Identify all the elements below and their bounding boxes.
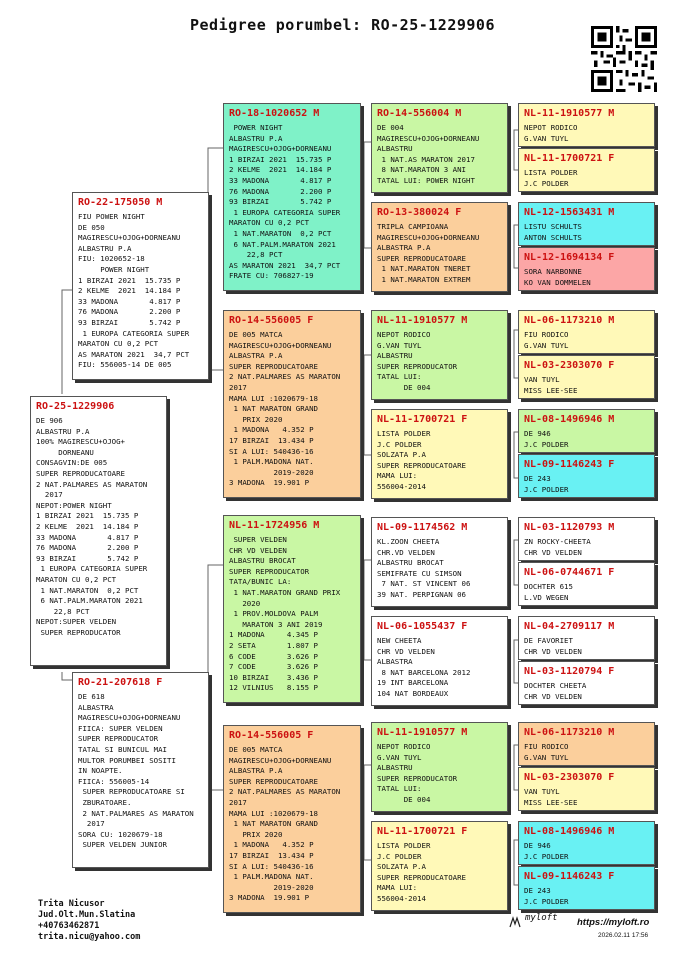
pigeon-details: DE 946 J.C POLDER bbox=[524, 429, 569, 449]
pigeon-details: SORA NARBONNE KO VAN DOMMELEN bbox=[524, 267, 591, 287]
pigeon-details: FIU POWER NIGHT DE 050 MAGIRESCU+OJOG+DORNEANU ALBASTRU P.A FIU: 1020652-18 POWER NIGHT 1 BIRZAI 2021 15.735 P 2 KELME 2021 14.184 P 33 MADONA 4.817 P 76 MADONA 2.200 P 93 BIRZAI 5.742 P 1 EUROPA CATEGORIA SUPER MARATON CU 0,2 PCT AS MARATON 2021 34,7 PCT FIU: 556005-14 DE 005 bbox=[78, 212, 190, 370]
pigeon-details: POWER NIGHT ALBASTRU P.A MAGIRESCU+OJOG+DORNEANU 1 BIRZAI 2021 15.735 P 2 KELME 2021 14.184 P 33 MADONA 4.817 P 76 MADONA 2.200 P 93 BIRZAI 5.742 P 1 EUROPA CATEGORIA SUPER MARATON CU 0,2 PCT 1 NAT.MARATON 0,2 PCT 6 NAT.PALM.MARATON 2021 22,8 PCT AS MARATON 2021 34,7 PCT FRATE CU: 706827-19 bbox=[229, 123, 341, 281]
pedigree-card[interactable] bbox=[518, 355, 655, 399]
pigeon-details: DE 946 J.C POLDER bbox=[524, 841, 569, 861]
ring-number: RO-13-380024 F bbox=[377, 207, 462, 218]
pedigree-card[interactable] bbox=[223, 725, 361, 913]
pigeon-details: DE 618 ALBASTRA MAGIRESCU+OJOG+DORNEANU FIICA: SUPER VELDEN SUPER REPRODUCATOR TATAL SI BUNICUL MAI MULTOR PORUMBEI SOSITI IN NOAPTE. FIICA: 556005-14 SUPER REPRODUCATOARE SI ZBURATOARE. 2 NAT.PALMARES AS MARATON 2017 SORA CU: 1020679-18 SUPER VELDEN JUNIOR bbox=[78, 692, 194, 850]
pigeon-details: NEPOT RODICO G.VAN TUYL bbox=[524, 123, 578, 143]
page-title: Pedigree porumbel: RO-25-1229906 bbox=[190, 16, 495, 34]
ring-number: RO-14-556005 F bbox=[229, 730, 314, 741]
ring-number: RO-21-207618 F bbox=[78, 677, 163, 688]
myloft-logo-icon bbox=[508, 915, 522, 929]
pigeon-details: LISTA POLDER J.C POLDER bbox=[524, 168, 578, 188]
ring-number: NL-06-0744671 F bbox=[524, 567, 615, 578]
pigeon-details: TRIPLA CAMPIOANA MAGIRESCU+OJOG+DORNEANU ALBASTRA P.A SUPER REPRODUCATOARE 1 NAT.MARATON TNERET 1 NAT.MARATON EXTREM bbox=[377, 222, 480, 284]
ring-number: NL-08-1496946 M bbox=[524, 414, 615, 425]
ring-number: NL-06-1055437 F bbox=[377, 621, 468, 632]
pedigree-card[interactable] bbox=[518, 454, 655, 498]
ring-number: RO-22-175050 M bbox=[78, 197, 163, 208]
ring-number: RO-25-1229906 bbox=[36, 401, 115, 412]
pigeon-details: DE 005 MATCA MAGIRESCU+OJOG+DORNEANU ALBASTRA P.A SUPER REPRODUCATOARE 2 NAT.PALMARES AS MARATON 2017 MAMA LUI :1020679-18 1 NAT MARATON GRAND PRIX 2020 1 MADONA 4.352 P 17 BIRZAI 13.434 P SI A LUI: 540436-16 1 PALM.MADONA NAT. 2019-2020 3 MADONA 19.901 P bbox=[229, 330, 341, 488]
ring-number: NL-06-1173210 M bbox=[524, 727, 615, 738]
pedigree-card[interactable] bbox=[223, 310, 361, 498]
owner-name: Trita Nicusor bbox=[38, 899, 105, 909]
pigeon-details: DE 243 J.C POLDER bbox=[524, 474, 569, 494]
pigeon-details: FIU RODICO G.VAN TUYL bbox=[524, 742, 569, 762]
pedigree-card[interactable] bbox=[518, 517, 655, 561]
pedigree-card[interactable] bbox=[518, 409, 655, 453]
ring-number: NL-09-1146243 F bbox=[524, 871, 615, 882]
pigeon-details: DE 243 J.C POLDER bbox=[524, 886, 569, 906]
pigeon-details: KL.ZOON CHEETA CHR.VD VELDEN ALBASTRU BROCAT SEMIFRATE CU SIMSON 7 NAT. ST VINCENT 06 39 NAT. PERPIGNAN 06 bbox=[377, 537, 471, 599]
pedigree-card[interactable] bbox=[518, 722, 655, 766]
ring-number: NL-11-1700721 F bbox=[377, 414, 468, 425]
pedigree-card[interactable] bbox=[30, 396, 167, 666]
pedigree-card[interactable] bbox=[518, 866, 655, 910]
pedigree-card[interactable] bbox=[72, 192, 209, 380]
pedigree-card[interactable] bbox=[518, 148, 655, 192]
owner-location: Jud.Olt.Mun.Slatina bbox=[38, 910, 136, 920]
ring-number: NL-09-1174562 M bbox=[377, 522, 468, 533]
ring-number: NL-03-1120793 M bbox=[524, 522, 615, 533]
pigeon-details: VAN TUYL MISS LEE-SEE bbox=[524, 787, 578, 807]
pedigree-card[interactable] bbox=[518, 616, 655, 660]
pedigree-card[interactable] bbox=[223, 103, 361, 291]
ring-number: NL-06-1173210 M bbox=[524, 315, 615, 326]
pedigree-card[interactable] bbox=[518, 661, 655, 705]
site-link[interactable]: https://myloft.ro bbox=[577, 917, 650, 928]
pigeon-details: DOCHTER CHEETA CHR VD VELDEN bbox=[524, 681, 587, 701]
owner-email: trita.nicu@yahoo.com bbox=[38, 932, 141, 942]
ring-number: NL-11-1910577 M bbox=[377, 315, 468, 326]
pedigree-card[interactable] bbox=[518, 767, 655, 811]
pigeon-details: NEPOT RODICO G.VAN TUYL ALBASTRU SUPER REPRODUCATOR TATAL LUI: DE 004 bbox=[377, 330, 458, 392]
pigeon-details: DE FAVORIET CHR VD VELDEN bbox=[524, 636, 582, 656]
pigeon-details: FIU RODICO G.VAN TUYL bbox=[524, 330, 569, 350]
ring-number: RO-14-556005 F bbox=[229, 315, 314, 326]
pedigree-card[interactable] bbox=[518, 247, 655, 291]
ring-number: NL-04-2709117 M bbox=[524, 621, 615, 632]
pigeon-details: NEW CHEETA CHR VD VELDEN ALBASTRA 8 NAT BARCELONA 2012 19 INT BARCELONA 104 NAT BORDEAUX bbox=[377, 636, 471, 698]
owner-contact bbox=[38, 899, 140, 943]
pedigree-card[interactable] bbox=[371, 103, 508, 193]
ring-number: RO-18-1020652 M bbox=[229, 108, 320, 119]
pedigree-card[interactable] bbox=[371, 821, 508, 911]
ring-number: NL-11-1910577 M bbox=[377, 727, 468, 738]
ring-number: NL-08-1496946 M bbox=[524, 826, 615, 837]
pigeon-details: NEPOT RODICO G.VAN TUYL ALBASTRU SUPER REPRODUCATOR TATAL LUI: DE 004 bbox=[377, 742, 458, 804]
ring-number: NL-11-1700721 F bbox=[377, 826, 468, 837]
pigeon-details: SUPER VELDEN CHR VD VELDEN ALBASTRU BROCAT SUPER REPRODUCATOR TATA/BUNIC LA: 1 NAT.MARATON GRAND PRIX 2020 1 PROV.MOLDOVA PALM MARATON 3 ANI 2019 1 MADONA 4.345 P 2 SETA 1.807 P 6 CODE 3.626 P 7 CODE 3.626 P 10 BIRZAI 3.436 P 12 VILNIUS 8.155 P bbox=[229, 535, 341, 693]
pigeon-details: ZN ROCKY-CHEETA CHR VD VELDEN bbox=[524, 537, 591, 557]
ring-number: NL-03-2303070 F bbox=[524, 772, 615, 783]
pedigree-card[interactable] bbox=[371, 409, 508, 499]
ring-number: RO-14-556004 M bbox=[377, 108, 462, 119]
owner-phone: +40763462871 bbox=[38, 921, 100, 931]
timestamp: 2026.02.11 17:56 bbox=[598, 932, 649, 939]
ring-number: NL-12-1563431 M bbox=[524, 207, 615, 218]
pedigree-card[interactable] bbox=[518, 310, 655, 354]
ring-number: NL-11-1910577 M bbox=[524, 108, 615, 119]
ring-number: NL-03-2303070 F bbox=[524, 360, 615, 371]
pedigree-card[interactable] bbox=[371, 202, 508, 292]
ring-number: NL-12-1694134 F bbox=[524, 252, 615, 263]
pedigree-card[interactable] bbox=[371, 616, 508, 706]
pigeon-details: DE 906 ALBASTRU P.A 100% MAGIRESCU+OJOG+ DORNEANU CONSAGVIN:DE 005 SUPER REPRODUCATOARE 2 NAT.PALMARES AS MARATON 2017 NEPOT:POWER NIGHT 1 BIRZAI 2021 15.735 P 2 KELME 2021 14.184 P 33 MADONA 4.817 P 76 MADONA 2.200 P 93 BIRZAI 5.742 P 1 EUROPA CATEGORIA SUPER MARATON CU 0,2 PCT 1 NAT.MARATON 0,2 PCT 6 NAT.PALM.MARATON 2021 22,8 PCT NEPOT:SUPER VELDEN SUPER REPRODUCATOR bbox=[36, 416, 148, 637]
pedigree-card[interactable] bbox=[518, 562, 655, 606]
ring-number: NL-03-1120794 F bbox=[524, 666, 615, 677]
pedigree-card[interactable] bbox=[371, 310, 508, 400]
brand-name: myloft bbox=[525, 913, 558, 923]
pedigree-card[interactable] bbox=[371, 517, 508, 607]
pigeon-details: LISTA POLDER J.C POLDER SOLZATA P.A SUPER REPRODUCATOARE MAMA LUI: 556004-2014 bbox=[377, 841, 466, 903]
pigeon-details: DE 005 MATCA MAGIRESCU+OJOG+DORNEANU ALBASTRA P.A SUPER REPRODUCATOARE 2 NAT.PALMARES AS MARATON 2017 MAMA LUI :1020679-18 1 NAT MARATON GRAND PRIX 2020 1 MADONA 4.352 P 17 BIRZAI 13.434 P SI A LUI: 540436-16 1 PALM.MADONA NAT. 2019-2020 3 MADONA 19.901 P bbox=[229, 745, 341, 903]
pedigree-card[interactable] bbox=[72, 672, 209, 868]
pedigree-card[interactable] bbox=[223, 515, 361, 703]
pigeon-details: VAN TUYL MISS LEE-SEE bbox=[524, 375, 578, 395]
pedigree-card[interactable] bbox=[518, 103, 655, 147]
pedigree-card[interactable] bbox=[371, 722, 508, 812]
pedigree-card[interactable] bbox=[518, 202, 655, 246]
pigeon-details: DE 004 MAGIRESCU+OJOG+DORNEANU ALBASTRU 1 NAT.AS MARATON 2017 8 NAT.MARATON 3 ANI TATAL LUI: POWER NIGHT bbox=[377, 123, 480, 185]
pigeon-details: DOCHTER 615 L.VD WEGEN bbox=[524, 582, 573, 602]
pigeon-details: LISTA POLDER J.C POLDER SOLZATA P.A SUPER REPRODUCATOARE MAMA LUI: 556004-2014 bbox=[377, 429, 466, 491]
ring-number: NL-11-1724956 M bbox=[229, 520, 320, 531]
pigeon-details: LISTU SCHULTS ANTON SCHULTS bbox=[524, 222, 582, 242]
pedigree-card[interactable] bbox=[518, 821, 655, 865]
ring-number: NL-09-1146243 F bbox=[524, 459, 615, 470]
ring-number: NL-11-1700721 F bbox=[524, 153, 615, 164]
